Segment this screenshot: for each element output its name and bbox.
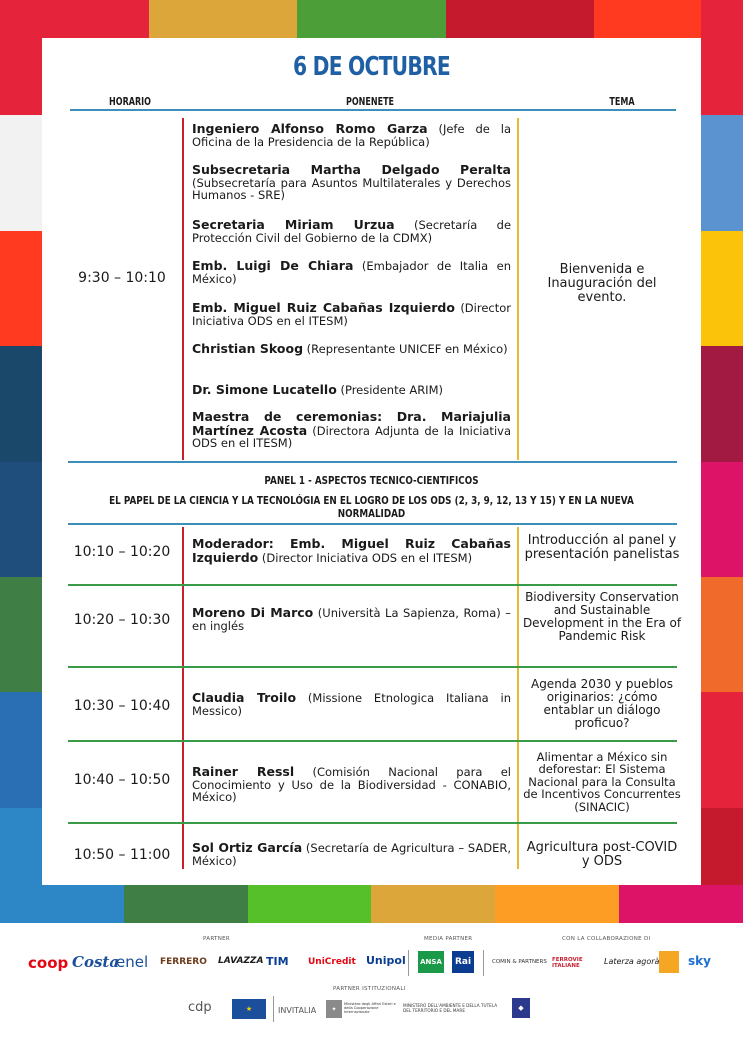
divider-yellow <box>517 527 519 869</box>
speaker-role: (Director Iniciativa ODS en el ITESM) <box>192 301 511 328</box>
row-topic: Agricultura post-COVID y ODS <box>526 840 678 870</box>
logo-separator <box>408 950 409 976</box>
row-time: 10:50 – 11:00 <box>73 847 171 863</box>
speaker-name: Dr. Simone Lucatello <box>192 382 337 397</box>
coop-logo: coop <box>28 954 69 972</box>
tim-logo: TIM <box>266 955 289 968</box>
opening-topic: Bienvenida e Inauguración del evento. <box>547 262 657 306</box>
frame-bottom <box>0 885 743 923</box>
speaker-entry <box>192 163 511 201</box>
row-speaker <box>192 765 511 803</box>
speaker-entry <box>192 383 511 397</box>
rai-logo: Rai <box>452 951 474 973</box>
header-time: HORARIO <box>109 96 151 108</box>
row-speaker <box>192 606 511 632</box>
panel-heading: PANEL 1 - ASPECTOS TECNICO-CIENTIFICOS <box>264 474 479 487</box>
row-time: 10:40 – 10:50 <box>73 772 171 788</box>
partner-label: PARTNER <box>203 936 231 942</box>
speaker-entry <box>192 301 511 327</box>
speaker-role: (Representante UNICEF en México) <box>306 342 508 356</box>
row-rule <box>68 666 677 668</box>
speaker-role: (Università La Sapienza, Roma) – en inglés <box>192 606 511 633</box>
panel-subheading: EL PAPEL DE LA CIENCIA Y LA TECNOLÓGIA EN EL LOGRO DE LOS ODS (2, 3, 9, 12, 13 Y 15) Y EN LA NUEVA NORMALIDAD <box>109 494 634 520</box>
ferrovie-logo: FERROVIE ITALIANE <box>552 957 583 969</box>
section-rule <box>68 461 677 463</box>
mae-logo: Ministero degli Affari Esteri e della Cooperazione Internazionale <box>344 1002 396 1014</box>
speaker-name: Claudia Troilo <box>192 690 297 705</box>
sky-logo: sky <box>688 954 711 968</box>
header-rule <box>70 109 676 111</box>
speaker-role: (Director Iniciativa ODS en el ITESM) <box>261 550 473 565</box>
row-speaker <box>192 841 511 867</box>
row-topic: Biodiversity Conservation and Sustainable Development in the Era of Pandemic Risk <box>522 590 682 643</box>
speaker-role: (Comisión Nacional para el Conocimiento y Uso de la Biodiversidad - CONABIO, México) <box>192 765 511 804</box>
cdp-logo: cdp <box>188 1000 212 1015</box>
speaker-entry <box>192 259 511 285</box>
frame-right <box>701 0 743 923</box>
opening-time: 9:30 – 10:10 <box>78 270 166 286</box>
speaker-name: Subsecretaria Martha Delgado Peralta <box>192 162 511 177</box>
row-speaker <box>192 537 511 564</box>
media-partner-label: MEDIA PARTNER <box>424 936 473 942</box>
speaker-entry <box>192 122 511 148</box>
speaker-name: Ingeniero Alfonso Romo Garza <box>192 121 428 136</box>
foundation-logo: ◆ <box>512 998 530 1018</box>
divider-yellow <box>517 118 519 460</box>
logo-separator <box>483 950 484 976</box>
speaker-role: (Missione Etnologica Italiana in Messico) <box>192 691 511 718</box>
ansa-logo: ANSA <box>418 951 444 973</box>
speaker-name: Christian Skoog <box>192 341 304 356</box>
ministero-ambiente-logo: MINISTERO DELL'AMBIENTE E DELLA TUTELA DEL TERRITORIO E DEL MARE <box>403 1003 498 1014</box>
logo-separator <box>273 996 274 1022</box>
row-rule <box>68 584 677 586</box>
speaker-role: (Secretaría de Agricultura – SADER, México) <box>192 841 512 868</box>
row-time: 10:30 – 10:40 <box>73 698 171 714</box>
speaker-role: (Embajador de Italia en México) <box>192 259 511 286</box>
row-rule <box>68 822 677 824</box>
invitalia-logo: INVITALIA <box>278 1006 317 1015</box>
agenda-panel <box>42 38 701 885</box>
row-time: 10:10 – 10:20 <box>73 544 171 560</box>
speaker-role: (Directora Adjunta de la Iniciativa ODS en el ITESM) <box>192 423 511 450</box>
speaker-role: (Secretaría de Protección Civil del Gobierno de la CDMX) <box>192 218 512 245</box>
speaker-name: Emb. Luigi De Chiara <box>192 258 354 273</box>
row-time: 10:20 – 10:30 <box>73 612 171 628</box>
collaboration-label: CON LA COLLABORAZIONE DI <box>562 936 651 942</box>
speaker-entry <box>192 342 511 356</box>
festival-logo <box>659 951 679 973</box>
speaker-name: Moderador: Emb. Miguel Ruiz Cabañas Izquierdo <box>192 536 511 565</box>
frame-left <box>0 0 42 923</box>
row-rule <box>68 740 677 742</box>
speaker-name: Maestra de ceremonias: Dra. Mariajulia Martínez Acosta <box>192 409 511 438</box>
lavazza-logo: LAVAZZA <box>218 956 264 966</box>
divider-red <box>182 118 184 460</box>
header-topic: TEMA <box>609 96 635 108</box>
speaker-role: (Jefe de la Oficina de la Presidencia de la República) <box>192 122 511 149</box>
divider-red <box>182 527 184 869</box>
comin-partners-logo: COMIN & PARTNERS <box>492 959 547 965</box>
eu-flag-icon: ★ <box>232 999 266 1019</box>
institutional-label: PARTNER ISTITUZIONALI <box>333 986 406 992</box>
row-topic: Alimentar a México sin deforestar: El Sistema Nacional para la Consulta de Incentivos Concurrentes (SINACIC) <box>523 750 681 814</box>
speaker-entry <box>192 410 511 449</box>
unicredit-logo: UniCredit <box>308 957 356 967</box>
costa-logo: Costa <box>72 953 120 971</box>
unipol-logo: Unipol <box>366 954 406 967</box>
speaker-entry <box>192 218 511 244</box>
speaker-name: Moreno Di Marco <box>192 605 314 620</box>
page-title: 6 DE OCTUBRE <box>293 52 450 82</box>
header-speaker: PONENETE <box>345 96 395 108</box>
speaker-name: Sol Ortiz García <box>192 840 303 855</box>
speaker-role: (Presidente ARIM) <box>340 383 443 397</box>
emblem-icon: ✦ <box>326 1000 342 1018</box>
laterza-logo: Laterza agorà <box>604 957 660 966</box>
speaker-name: Rainer Ressl <box>192 764 295 779</box>
row-topic: Introducción al panel y presentación panelistas <box>524 533 680 563</box>
row-speaker <box>192 691 511 717</box>
frame-top <box>0 0 743 38</box>
speaker-name: Emb. Miguel Ruiz Cabañas Izquierdo <box>192 300 455 315</box>
ferrero-logo: FERRERO <box>160 957 207 967</box>
speaker-name: Secretaria Miriam Urzua <box>192 217 395 232</box>
row-topic: Agenda 2030 y pueblos originarios: ¿cómo entablar un diálogo proficuo? <box>530 677 674 730</box>
speaker-role: (Subsecretaría para Asuntos Multilaterales y Derechos Humanos - SRE) <box>192 175 511 202</box>
enel-logo: enel <box>116 953 149 971</box>
panel-rule <box>68 523 677 525</box>
